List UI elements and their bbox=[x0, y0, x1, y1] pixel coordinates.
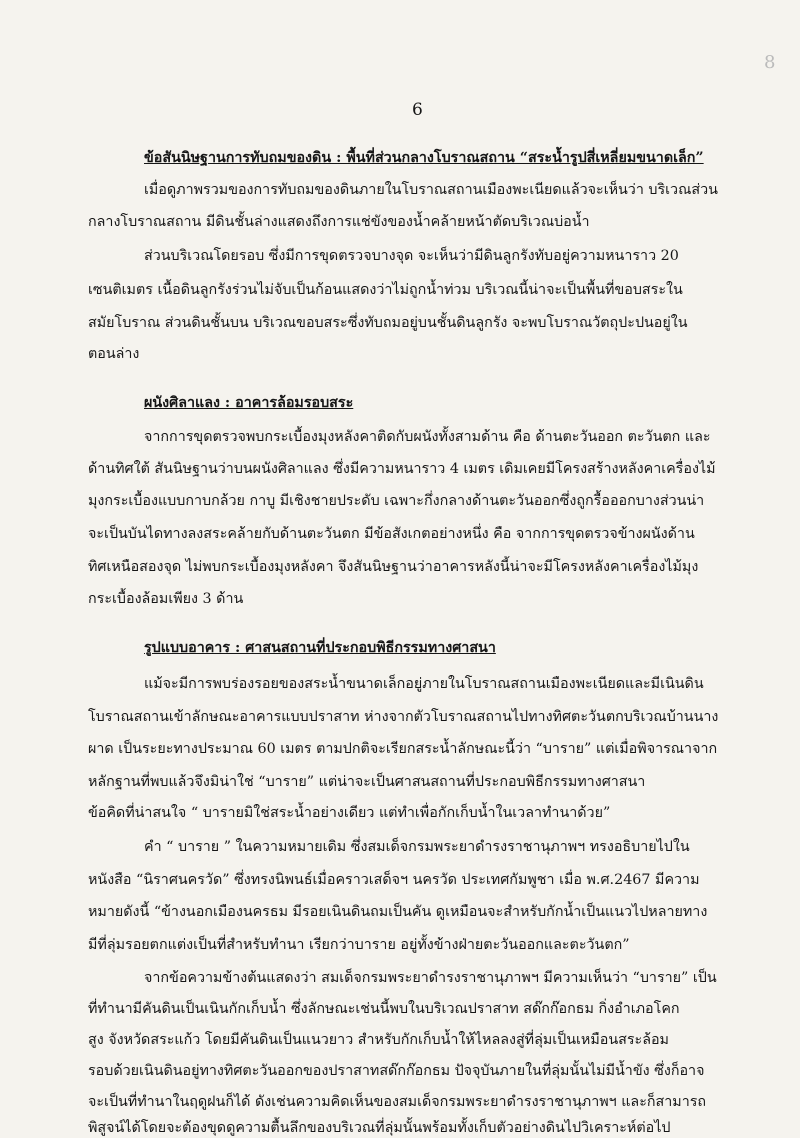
paragraph-line: รอบด้วยเนินดินอยู่ทางทิศตะวันออกของปราสาทสด๊กก๊อกธม ปัจจุบันภายในที่ลุ่มนั้นไม่มีน้ำขัง ซึ่งก็อาจ bbox=[88, 1063, 705, 1079]
paragraph-line: ข้อคิดที่น่าสนใจ “ บารายมิใช่สระน้ำอย่างเดียว แต่ทำเพื่อกักเก็บน้ำในเวลาทำนาด้วย” bbox=[88, 805, 611, 821]
paragraph-line: ส่วนบริเวณโดยรอบ ซึ่งมีการขุดตรวจบางจุด จะเห็นว่ามีดินลูกรังทับอยู่ความหนาราว 20 bbox=[144, 248, 679, 264]
paragraph-line: หลักฐานที่พบแล้วจึงมิน่าใช่ “บาราย” แต่น่าจะเป็นศาสนสถานที่ประกอบพิธีกรรมทางศาสนา bbox=[88, 774, 646, 790]
paragraph-line: คำ “ บาราย ” ในความหมายเดิม ซึ่งสมเด็จกรมพระยาดำรงราชานุภาพฯ ทรงอธิบายไปใน bbox=[144, 839, 690, 855]
paragraph-line: มีที่ลุ่มรอยตกแต่งเป็นที่สำหรับทำนา เรียกว่าบาราย อยู่ทั้งข้างฝ่ายตะวันออกและตะวันตก” bbox=[88, 937, 630, 953]
paragraph-line: ด้านทิศใต้ สันนิษฐานว่าบนผนังศิลาแลง ซึ่งมีความหนาราว 4 เมตร เดิมเคยมีโครงสร้างหลังคาเครื่องไม้ bbox=[88, 461, 716, 477]
paragraph-line: จะเป็นที่ทำนาในฤดูฝนก็ได้ ดังเช่นความคิดเห็นของสมเด็จกรมพระยาดำรงราชานุภาพฯ และก็สามารถ bbox=[88, 1094, 707, 1110]
paragraph-line: จากข้อความข้างต้นแสดงว่า สมเด็จกรมพระยาดำรงราชานุภาพฯ มีความเห็นว่า “บาราย” เป็น bbox=[144, 970, 717, 986]
paragraph-line: ที่ทำนามีคันดินเป็นเนินกักเก็บน้ำ ซึ่งลักษณะเช่นนี้พบในบริเวณปราสาท สด๊กก๊อกธม กิ่งอำเภอโคก bbox=[88, 1001, 680, 1017]
page-number: 6 bbox=[412, 100, 423, 120]
paragraph-line: ผาด เป็นระยะทางประมาณ 60 เมตร ตามปกติจะเรียกสระน้ำลักษณะนี้ว่า “บาราย” แต่เมื่อพิจารณาจาก bbox=[88, 741, 718, 757]
paragraph-line: หมายดังนี้ “ข้างนอกเมืองนครธม มีรอยเนินดินถมเป็นคัน ดูเหมือนจะสำหรับกักน้ำเป็นแนวไปหลายทาง bbox=[88, 904, 708, 920]
paragraph-line: มุงกระเบื้องแบบกาบกล้วย กาบู มีเชิงชายประดับ เฉพาะกึ่งกลางด้านตะวันออกซึ่งถูกรื้อออกบางส่วนน่า bbox=[88, 493, 705, 509]
corner-mark: 8 bbox=[764, 52, 776, 73]
paragraph-line: ทิศเหนือสองจุด ไม่พบกระเบื้องมุงหลังคา จึงสันนิษฐานว่าอาคารหลังนี้น่าจะมีโครงหลังคาเครื่องไม้มุง bbox=[88, 559, 699, 575]
paragraph-line: หนังสือ “นิราศนครวัด” ซึ่งทรงนิพนธ์เมื่อคราวเสด็จฯ นครวัด ประเทศกัมพูชา เมื่อ พ.ศ.2467 มีความ bbox=[88, 872, 700, 888]
paragraph-line: จะเป็นบันไดทางลงสระคล้ายกับด้านตะวันตก มีข้อสังเกตอย่างหนึ่ง คือ จากการขุดตรวจข้างผนังด้าน bbox=[88, 526, 695, 542]
paragraph-line: โบราณสถานเข้าลักษณะอาคารแบบปราสาท ห่างจากตัวโบราณสถานไปทางทิศตะวันตกบริเวณบ้านนาง bbox=[88, 709, 719, 725]
paragraph-line: สูง จังหวัดสระแก้ว โดยมีคันดินเป็นแนวยาว สำหรับกักเก็บน้ำให้ไหลลงสู่ที่ลุ่มเป็นเหมือนสระล้อม bbox=[88, 1032, 669, 1048]
paragraph-line: เซนติเมตร เนื้อดินลูกรังร่วนไม่จับเป็นก้อนแสดงว่าไม่ถูกน้ำท่วม บริเวณนี้น่าจะเป็นพื้นที่ขอบสระใน bbox=[88, 282, 683, 298]
heading-soil: ข้อสันนิษฐานการทับถมของดิน : พื้นที่ส่วนกลางโบราณสถาน “สระน้ำรูปสี่เหลี่ยมขนาดเล็ก” bbox=[144, 150, 704, 166]
heading-building-form: รูปแบบอาคาร : ศาสนสถานที่ประกอบพิธีกรรมทางศาสนา bbox=[144, 640, 496, 656]
paragraph-line: ตอนล่าง bbox=[88, 346, 140, 362]
paragraph-line: สมัยโบราณ ส่วนดินชั้นบน บริเวณขอบสระซึ่งทับถมอยู่บนชั้นดินลูกรัง จะพบโบราณวัตถุปะปนอยู่ใน bbox=[88, 315, 688, 331]
paragraph-line: กระเบื้องล้อมเพียง 3 ด้าน bbox=[88, 591, 244, 607]
paragraph-line: กลางโบราณสถาน มีดินชั้นล่างแสดงถึงการแช่ขังของน้ำคล้ายหน้าตัดบริเวณบ่อน้ำ bbox=[88, 214, 590, 230]
paragraph-line: เมื่อดูภาพรวมของการทับถมของดินภายในโบราณสถานเมืองพะเนียดแล้วจะเห็นว่า บริเวณส่วน bbox=[144, 182, 718, 198]
paragraph-line: แม้จะมีการพบร่องรอยของสระน้ำขนาดเล็กอยู่ภายในโบราณสถานเมืองพะเนียดและมีเนินดิน bbox=[144, 676, 704, 692]
paragraph-line: จากการขุดตรวจพบกระเบื้องมุงหลังคาติดกับผนังทั้งสามด้าน คือ ด้านตะวันออก ตะวันตก และ bbox=[144, 429, 711, 445]
paragraph-line: พิสูจน์ได้โดยจะต้องขุดดูความตื้นลึกของบริเวณที่ลุ่มนั้นพร้อมทั้งเก็บตัวอย่างดินไปวิเคราะห์ต่อไป bbox=[88, 1120, 671, 1136]
heading-laterite-wall: ผนังศิลาแลง : อาคารล้อมรอบสระ bbox=[144, 395, 354, 411]
